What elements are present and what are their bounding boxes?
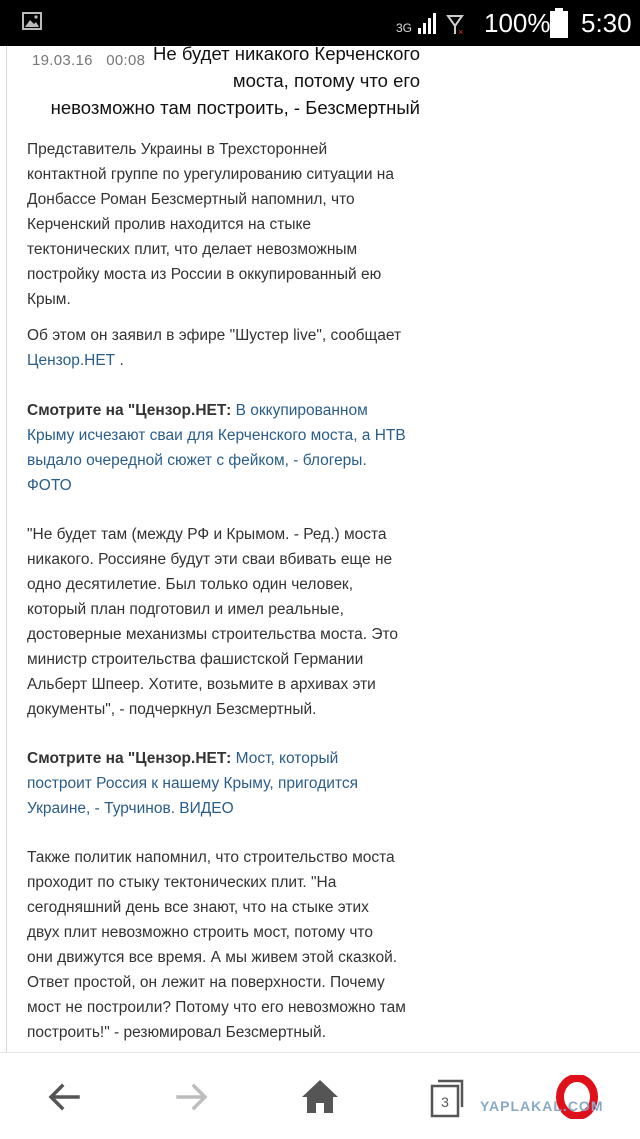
see-also-link-1-line[interactable]: выдало очередной сюжет с фейком, - блогеры. (27, 452, 367, 469)
tabs-icon[interactable] (426, 1075, 470, 1119)
network-type: 3G (396, 21, 413, 35)
article-time: 00:08 (106, 52, 146, 69)
home-icon[interactable] (298, 1075, 342, 1119)
battery-icon (550, 8, 568, 38)
signal-icon (396, 10, 474, 36)
title-line: Не будет никакого Керченского (153, 46, 420, 64)
paragraph-3: "Не будет там (между РФ и Крымом. - Ред.) моста никакого. Россияне будут эти сваи вбивать еще не одно десятилетие. Был только один человек, который план подготовил и имел реальные, достоверные механизмы строительства моста. Это министр строительства фашистской Германии Альберт Шпеер. Хотите, возьмите в архивах эти документы", - подчеркнул Безсмертный. (27, 526, 399, 718)
see-also-label: Смотрите на "Цензор.НЕТ: (27, 402, 232, 419)
forward-icon[interactable] (170, 1075, 214, 1119)
see-also-link-2-line[interactable]: построит Россия к нашему Крыму, пригодится (27, 775, 358, 792)
svg-text:×: × (458, 27, 464, 36)
see-also-link-1-line[interactable]: ФОТО (27, 477, 72, 494)
see-also-1 (27, 398, 419, 498)
article-title (30, 46, 420, 121)
paragraph-1: Представитель Украины в Трехсторонней контактной группе по урегулированию ситуации на Донбассе Роман Безсмертный напомнил, что Керченский пролив находится на стыке тектонических плит, что делает невозможным постройку моста из России в оккупированный ею Крым. (27, 141, 394, 308)
title-line: невозможно там построить, - Безсмертный (50, 97, 420, 118)
see-also-link-2[interactable]: Мост, который (235, 750, 339, 767)
browser-bottom-bar (0, 1052, 640, 1139)
paragraph-4: Также политик напомнил, что строительство моста проходит по стыку тектонических плит. "На сегодняшний день все знают, что на стыке этих двух плит невозможно строить мост, потому что они движутся все время. А мы живем этой сказкой. Ответ простой, он лежит на поверхности. Почему мост не построили? Потому что его невозможно там построить!" - резюмировал Безсмертный. (27, 849, 406, 1041)
see-also-link-1-line[interactable]: Крыму исчезают сваи для Керченского моста, а НТВ (27, 427, 406, 444)
watermark: YAPLAKAL.COM (480, 1098, 604, 1114)
see-also-2 (27, 746, 419, 821)
article-content[interactable] (0, 46, 640, 1052)
see-also-link-1[interactable]: В оккупированном (235, 402, 368, 419)
gallery-notification-icon (22, 12, 42, 30)
article-date: 19.03.16 (32, 52, 93, 69)
censor-net-link[interactable]: Цензор.НЕТ (27, 352, 116, 369)
see-also-label: Смотрите на "Цензор.НЕТ: (27, 750, 232, 767)
clock: 5:30 (581, 8, 632, 38)
battery-percent: 100% (484, 8, 551, 38)
paragraph-2: Об этом он заявил в эфире "Шустер live", сообщает Цензор.НЕТ . (27, 327, 402, 369)
see-also-link-2-line[interactable]: Украине, - Турчинов. ВИДЕО (27, 800, 234, 817)
divider (6, 46, 7, 1052)
back-icon[interactable] (42, 1075, 86, 1119)
title-line: моста, потому что его (232, 70, 420, 91)
tabs-count: 3 (441, 1094, 449, 1110)
status-bar (0, 0, 640, 46)
